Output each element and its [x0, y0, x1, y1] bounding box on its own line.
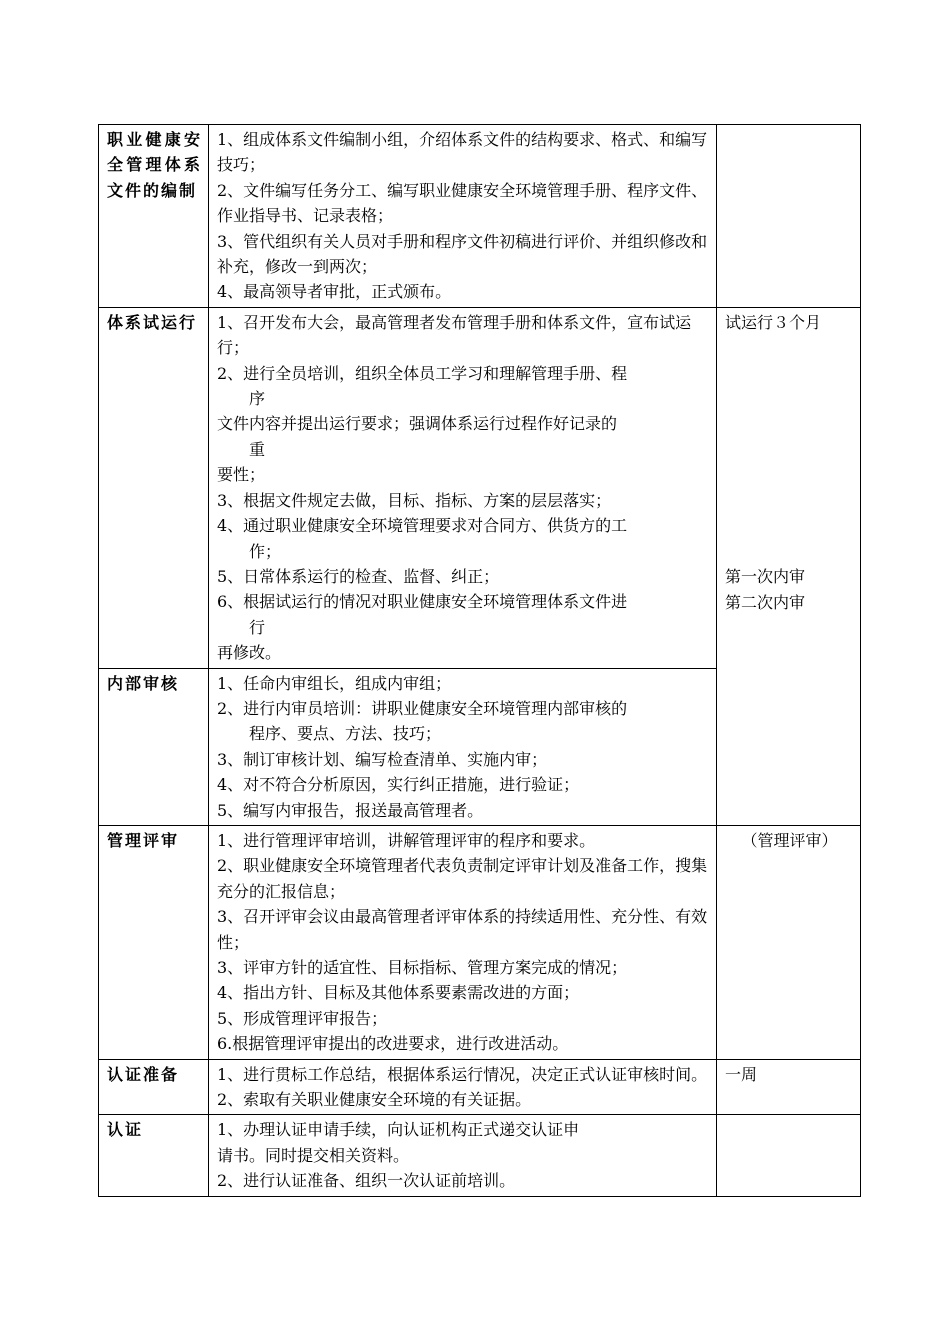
- content-line: 1、进行管理评审培训，讲解管理评审的程序和要求。: [217, 830, 596, 850]
- content-line: 文件内容并提出运行要求；强调体系运行过程作好记录的: [217, 414, 618, 434]
- content-line: 6、根据试运行的情况对职业健康安全环境管理体系文件进: [217, 592, 628, 612]
- stage-title: 职业健康安全管理体系文件的编制: [99, 125, 209, 308]
- content-line: 4、通过职业健康安全环境管理要求对合同方、供货方的工: [217, 516, 628, 536]
- content-line: 4、指出方针、目标及其他体系要素需改进的方面；: [217, 983, 580, 1003]
- content-line: 1、任命内审组长，组成内审组；: [217, 673, 452, 693]
- note-spacer: [725, 335, 854, 564]
- content-line: 要性；: [217, 465, 266, 485]
- stage-note: （管理评审）: [717, 825, 861, 1059]
- stage-title: 内部审核: [99, 668, 209, 825]
- stage-note: [717, 125, 861, 308]
- content-line: 2、进行认证准备、组织一次认证前培训。: [217, 1171, 516, 1191]
- stage-content: [209, 668, 717, 825]
- stage-content: [209, 125, 717, 308]
- content-line: 程序、要点、方法、技巧；: [249, 724, 442, 744]
- content-line: 3、制订审核计划、编写检查清单、实施内审；: [217, 749, 548, 769]
- stage-content: [209, 825, 717, 1059]
- content-line: 3、评审方针的适宜性、目标指标、管理方案完成的情况；: [217, 958, 628, 977]
- note-line: 第一次内审: [725, 567, 806, 587]
- stage-title: 认证: [99, 1115, 209, 1196]
- stage-note: [717, 307, 861, 825]
- content-line: 再修改。: [217, 643, 282, 663]
- content-line: 2、进行全员培训，组织全体员工学习和理解管理手册、程: [217, 363, 628, 383]
- content-line: 作；: [249, 541, 282, 561]
- content-line: 3、召开评审会议由最高管理者评审体系的持续适用性、充分性、有效性；: [217, 907, 708, 952]
- stage-title: 认证准备: [99, 1059, 209, 1115]
- stage-content: [209, 1115, 717, 1196]
- content-line: 1、办理认证申请手续，向认证机构正式递交认证申: [217, 1120, 580, 1140]
- stage-note: [717, 1115, 861, 1196]
- table-row: [99, 307, 861, 668]
- note-line: 第二次内审: [725, 592, 806, 612]
- content-line: 4、对不符合分析原因，实行纠正措施，进行验证；: [217, 775, 580, 795]
- stage-content: [209, 1059, 717, 1115]
- content-line: 请书。同时提交相关资料。: [217, 1145, 410, 1165]
- content-line: 行: [249, 617, 266, 637]
- note-line: 试运行３个月: [725, 312, 822, 332]
- content-line: 4、最高领导者审批，正式颁布。: [217, 282, 452, 302]
- stage-title: 体系试运行: [99, 307, 209, 668]
- content-line: 6.根据管理评审提出的改进要求，进行改进活动。: [217, 1034, 569, 1054]
- content-line: 5、编写内审报告，报送最高管理者。: [217, 800, 484, 820]
- content-line: 5、形成管理评审报告；: [217, 1008, 388, 1028]
- content-line: 1、组成体系文件编制小组，介绍体系文件的结构要求、格式、和编写技巧；: [217, 130, 708, 175]
- table-row: [99, 825, 861, 1059]
- content-line: 1、召开发布大会，最高管理者发布管理手册和体系文件，宣布试运行；: [217, 312, 692, 358]
- content-line: 2、职业健康安全环境管理者代表负责制定评审计划及准备工作，搜集充分的汇报信息；: [217, 856, 708, 901]
- plan-table: [98, 124, 861, 1197]
- table-row: [99, 1115, 861, 1196]
- content-line: 3、管代组织有关人员对手册和程序文件初稿进行评价、并组织修改和补充，修改一到两次；: [217, 231, 708, 277]
- content-line: 重: [249, 439, 266, 459]
- content-line: 2、文件编写任务分工、编写职业健康安全环境管理手册、程序文件、作业指导书、记录表格；: [217, 180, 708, 226]
- content-line: 5、日常体系运行的检查、监督、纠正；: [217, 566, 500, 586]
- stage-content: [209, 307, 717, 668]
- content-line: 3、根据文件规定去做，目标、指标、方案的层层落实；: [217, 490, 612, 510]
- content-line: 1、进行贯标工作总结，根据体系运行情况，决定正式认证审核时间。: [217, 1064, 708, 1084]
- stage-title: 管理评审: [99, 825, 209, 1059]
- table-row: [99, 1059, 861, 1115]
- content-line: 序: [249, 389, 266, 409]
- content-line: 2、索取有关职业健康安全环境的有关证据。: [217, 1090, 532, 1110]
- content-line: 2、进行内审员培训：讲职业健康安全环境管理内部审核的: [217, 698, 628, 718]
- table-row: [99, 125, 861, 308]
- stage-note: 一周: [717, 1059, 861, 1115]
